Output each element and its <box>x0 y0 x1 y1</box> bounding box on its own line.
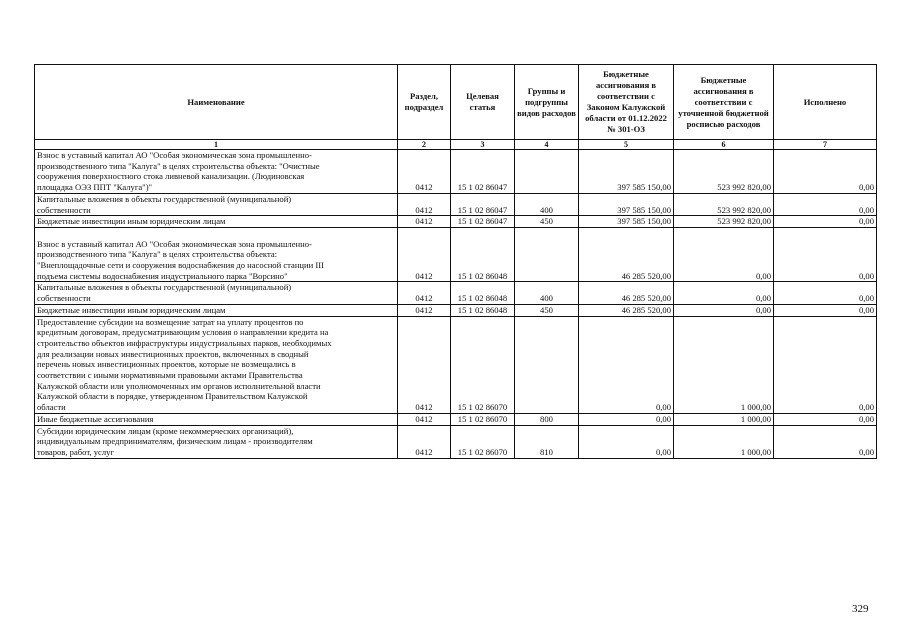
row-name <box>35 193 398 215</box>
col-num-3: 3 <box>451 140 515 150</box>
row-name-line: Взнос в уставный капитал АО "Особая экономическая зона промышленно- <box>37 150 312 160</box>
row-name-line: индивидуальным предпринимателям, физическим лицам - производителям <box>37 436 313 447</box>
row-section: 0412 <box>398 413 451 425</box>
row-group: 450 <box>515 304 579 316</box>
row-article: 15 1 02 86048 <box>451 227 515 282</box>
row-refined-amount: 0,00 <box>674 227 774 282</box>
row-name-line: производственного типа "Калуга" в целях строительства объекта: "Очистные <box>37 160 320 171</box>
row-law-amount: 397 585 150,00 <box>579 216 674 228</box>
row-law-amount: 46 285 520,00 <box>579 227 674 282</box>
row-section: 0412 <box>398 316 451 413</box>
row-executed-amount: 0,00 <box>774 316 877 413</box>
row-name-line: Предоставление субсидии на возмещение затрат на уплату процентов по <box>37 316 304 327</box>
row-name-line: производственного типа "Калуга" в целях строительства объекта: <box>37 249 278 260</box>
row-group: 400 <box>515 282 579 304</box>
table-row <box>35 216 877 228</box>
row-law-amount: 397 585 150,00 <box>579 193 674 215</box>
row-refined-amount: 1 000,00 <box>674 413 774 425</box>
col-num-4: 4 <box>515 140 579 150</box>
row-name <box>35 316 398 413</box>
table-row <box>35 150 877 194</box>
row-name-line: Калужской области в порядке, утвержденном Правительством Калужской <box>37 391 308 402</box>
row-name <box>35 216 398 228</box>
col-num-7: 7 <box>774 140 877 150</box>
table-row <box>35 316 877 413</box>
row-name-line: Бюджетные инвестиции иным юридическим лицам <box>37 304 226 315</box>
row-group <box>515 150 579 194</box>
row-refined-amount: 1 000,00 <box>674 316 774 413</box>
table-row <box>35 282 877 304</box>
col-num-6: 6 <box>674 140 774 150</box>
table-row <box>35 413 877 425</box>
row-name-line: Капитальные вложения в объекты государственной (муниципальной) <box>37 193 292 204</box>
col-header-group: Группы и подгруппы видов расходов <box>515 65 579 140</box>
row-section: 0412 <box>398 150 451 194</box>
row-section: 0412 <box>398 304 451 316</box>
table-row <box>35 304 877 316</box>
row-name <box>35 282 398 304</box>
row-name-line: строительство объектов инфраструктуры индустриальных парков, необходимых <box>37 337 332 348</box>
row-section: 0412 <box>398 193 451 215</box>
row-article: 15 1 02 86047 <box>451 193 515 215</box>
row-article: 15 1 02 86047 <box>451 216 515 228</box>
row-section: 0412 <box>398 227 451 282</box>
row-name-line: области <box>37 402 66 413</box>
row-name <box>35 425 398 458</box>
budget-table <box>34 64 877 459</box>
row-executed-amount: 0,00 <box>774 282 877 304</box>
row-law-amount: 397 585 150,00 <box>579 150 674 194</box>
row-article: 15 1 02 86070 <box>451 413 515 425</box>
row-executed-amount: 0,00 <box>774 216 877 228</box>
row-law-amount: 0,00 <box>579 316 674 413</box>
header-row <box>35 65 877 140</box>
row-section: 0412 <box>398 425 451 458</box>
row-name-line: собственности <box>37 204 91 215</box>
row-refined-amount: 523 992 820,00 <box>674 150 774 194</box>
table-row <box>35 425 877 458</box>
row-name <box>35 413 398 425</box>
row-name-line: для реализации новых инвестиционных проектов, включенных в сводный <box>37 348 309 359</box>
row-article: 15 1 02 86048 <box>451 282 515 304</box>
row-article: 15 1 02 86047 <box>451 150 515 194</box>
row-name-line: товаров, работ, услуг <box>37 446 114 457</box>
row-name-line: площадка ОЭЗ ППТ "Калуга")" <box>37 182 153 193</box>
row-name-line: Субсидии юридическим лицам (кроме некоммерческих организаций), <box>37 425 294 436</box>
row-name <box>35 227 398 282</box>
row-name-line: Бюджетные инвестиции иным юридическим лицам <box>37 216 226 227</box>
table-row <box>35 227 877 282</box>
col-header-refined: Бюджетные ассигнования в соответствии с уточненной бюджетной росписью расходов <box>674 65 774 140</box>
table-row <box>35 193 877 215</box>
row-group: 800 <box>515 413 579 425</box>
row-group: 810 <box>515 425 579 458</box>
row-law-amount: 0,00 <box>579 413 674 425</box>
row-law-amount: 0,00 <box>579 425 674 458</box>
row-section: 0412 <box>398 282 451 304</box>
col-num-2: 2 <box>398 140 451 150</box>
row-name-line: Калужской области или уполномоченных им органов исполнительной власти <box>37 380 321 391</box>
row-name-line: сооружения поверхностного стока ливневой канализации. (Людиновская <box>37 171 305 182</box>
row-name-line <box>37 228 395 239</box>
row-name-line: перечень новых инвестиционных проектов, которые не возмещались в <box>37 359 296 370</box>
row-group <box>515 316 579 413</box>
col-header-law: Бюджетные ассигнования в соответствии с Законом Калужской области от 01.12.2022 № 301-ОЗ <box>579 65 674 140</box>
col-header-article: Целевая статья <box>451 65 515 140</box>
col-num-5: 5 <box>579 140 674 150</box>
row-law-amount: 46 285 520,00 <box>579 304 674 316</box>
row-executed-amount: 0,00 <box>774 413 877 425</box>
row-name-line: "Внеплощадочные сети и сооружения водоснабжения до насосной станции III <box>37 260 324 271</box>
row-executed-amount: 0,00 <box>774 304 877 316</box>
row-refined-amount: 1 000,00 <box>674 425 774 458</box>
row-name <box>35 304 398 316</box>
col-header-name: Наименование <box>35 65 398 140</box>
row-name-line: подъема системы водоснабжения индустриального парка "Ворсино" <box>37 270 288 281</box>
col-num-1: 1 <box>35 140 398 150</box>
col-header-executed: Исполнено <box>774 65 877 140</box>
row-refined-amount: 0,00 <box>674 282 774 304</box>
row-group <box>515 227 579 282</box>
page-number: 329 <box>852 603 869 615</box>
row-article: 15 1 02 86070 <box>451 316 515 413</box>
row-article: 15 1 02 86070 <box>451 425 515 458</box>
row-name-line: Взнос в уставный капитал АО "Особая экономическая зона промышленно- <box>37 238 312 249</box>
row-executed-amount: 0,00 <box>774 193 877 215</box>
row-name-line: Иные бюджетные ассигнования <box>37 413 154 424</box>
column-number-row <box>35 140 877 150</box>
row-refined-amount: 523 992 820,00 <box>674 193 774 215</box>
row-name-line: собственности <box>37 293 91 304</box>
row-executed-amount: 0,00 <box>774 227 877 282</box>
row-refined-amount: 0,00 <box>674 304 774 316</box>
row-name <box>35 150 398 194</box>
row-article: 15 1 02 86048 <box>451 304 515 316</box>
row-executed-amount: 0,00 <box>774 150 877 194</box>
row-refined-amount: 523 992 820,00 <box>674 216 774 228</box>
row-group: 450 <box>515 216 579 228</box>
col-header-section: Раздел, подраздел <box>398 65 451 140</box>
row-name-line: кредитным договорам, предусматривающим условия о направлении кредита на <box>37 327 329 338</box>
row-group: 400 <box>515 193 579 215</box>
row-law-amount: 46 285 520,00 <box>579 282 674 304</box>
row-name-line: Капитальные вложения в объекты государственной (муниципальной) <box>37 282 292 293</box>
row-name-line: соответствии с иными нормативными правовыми актами Правительства <box>37 370 303 381</box>
row-executed-amount: 0,00 <box>774 425 877 458</box>
row-section: 0412 <box>398 216 451 228</box>
